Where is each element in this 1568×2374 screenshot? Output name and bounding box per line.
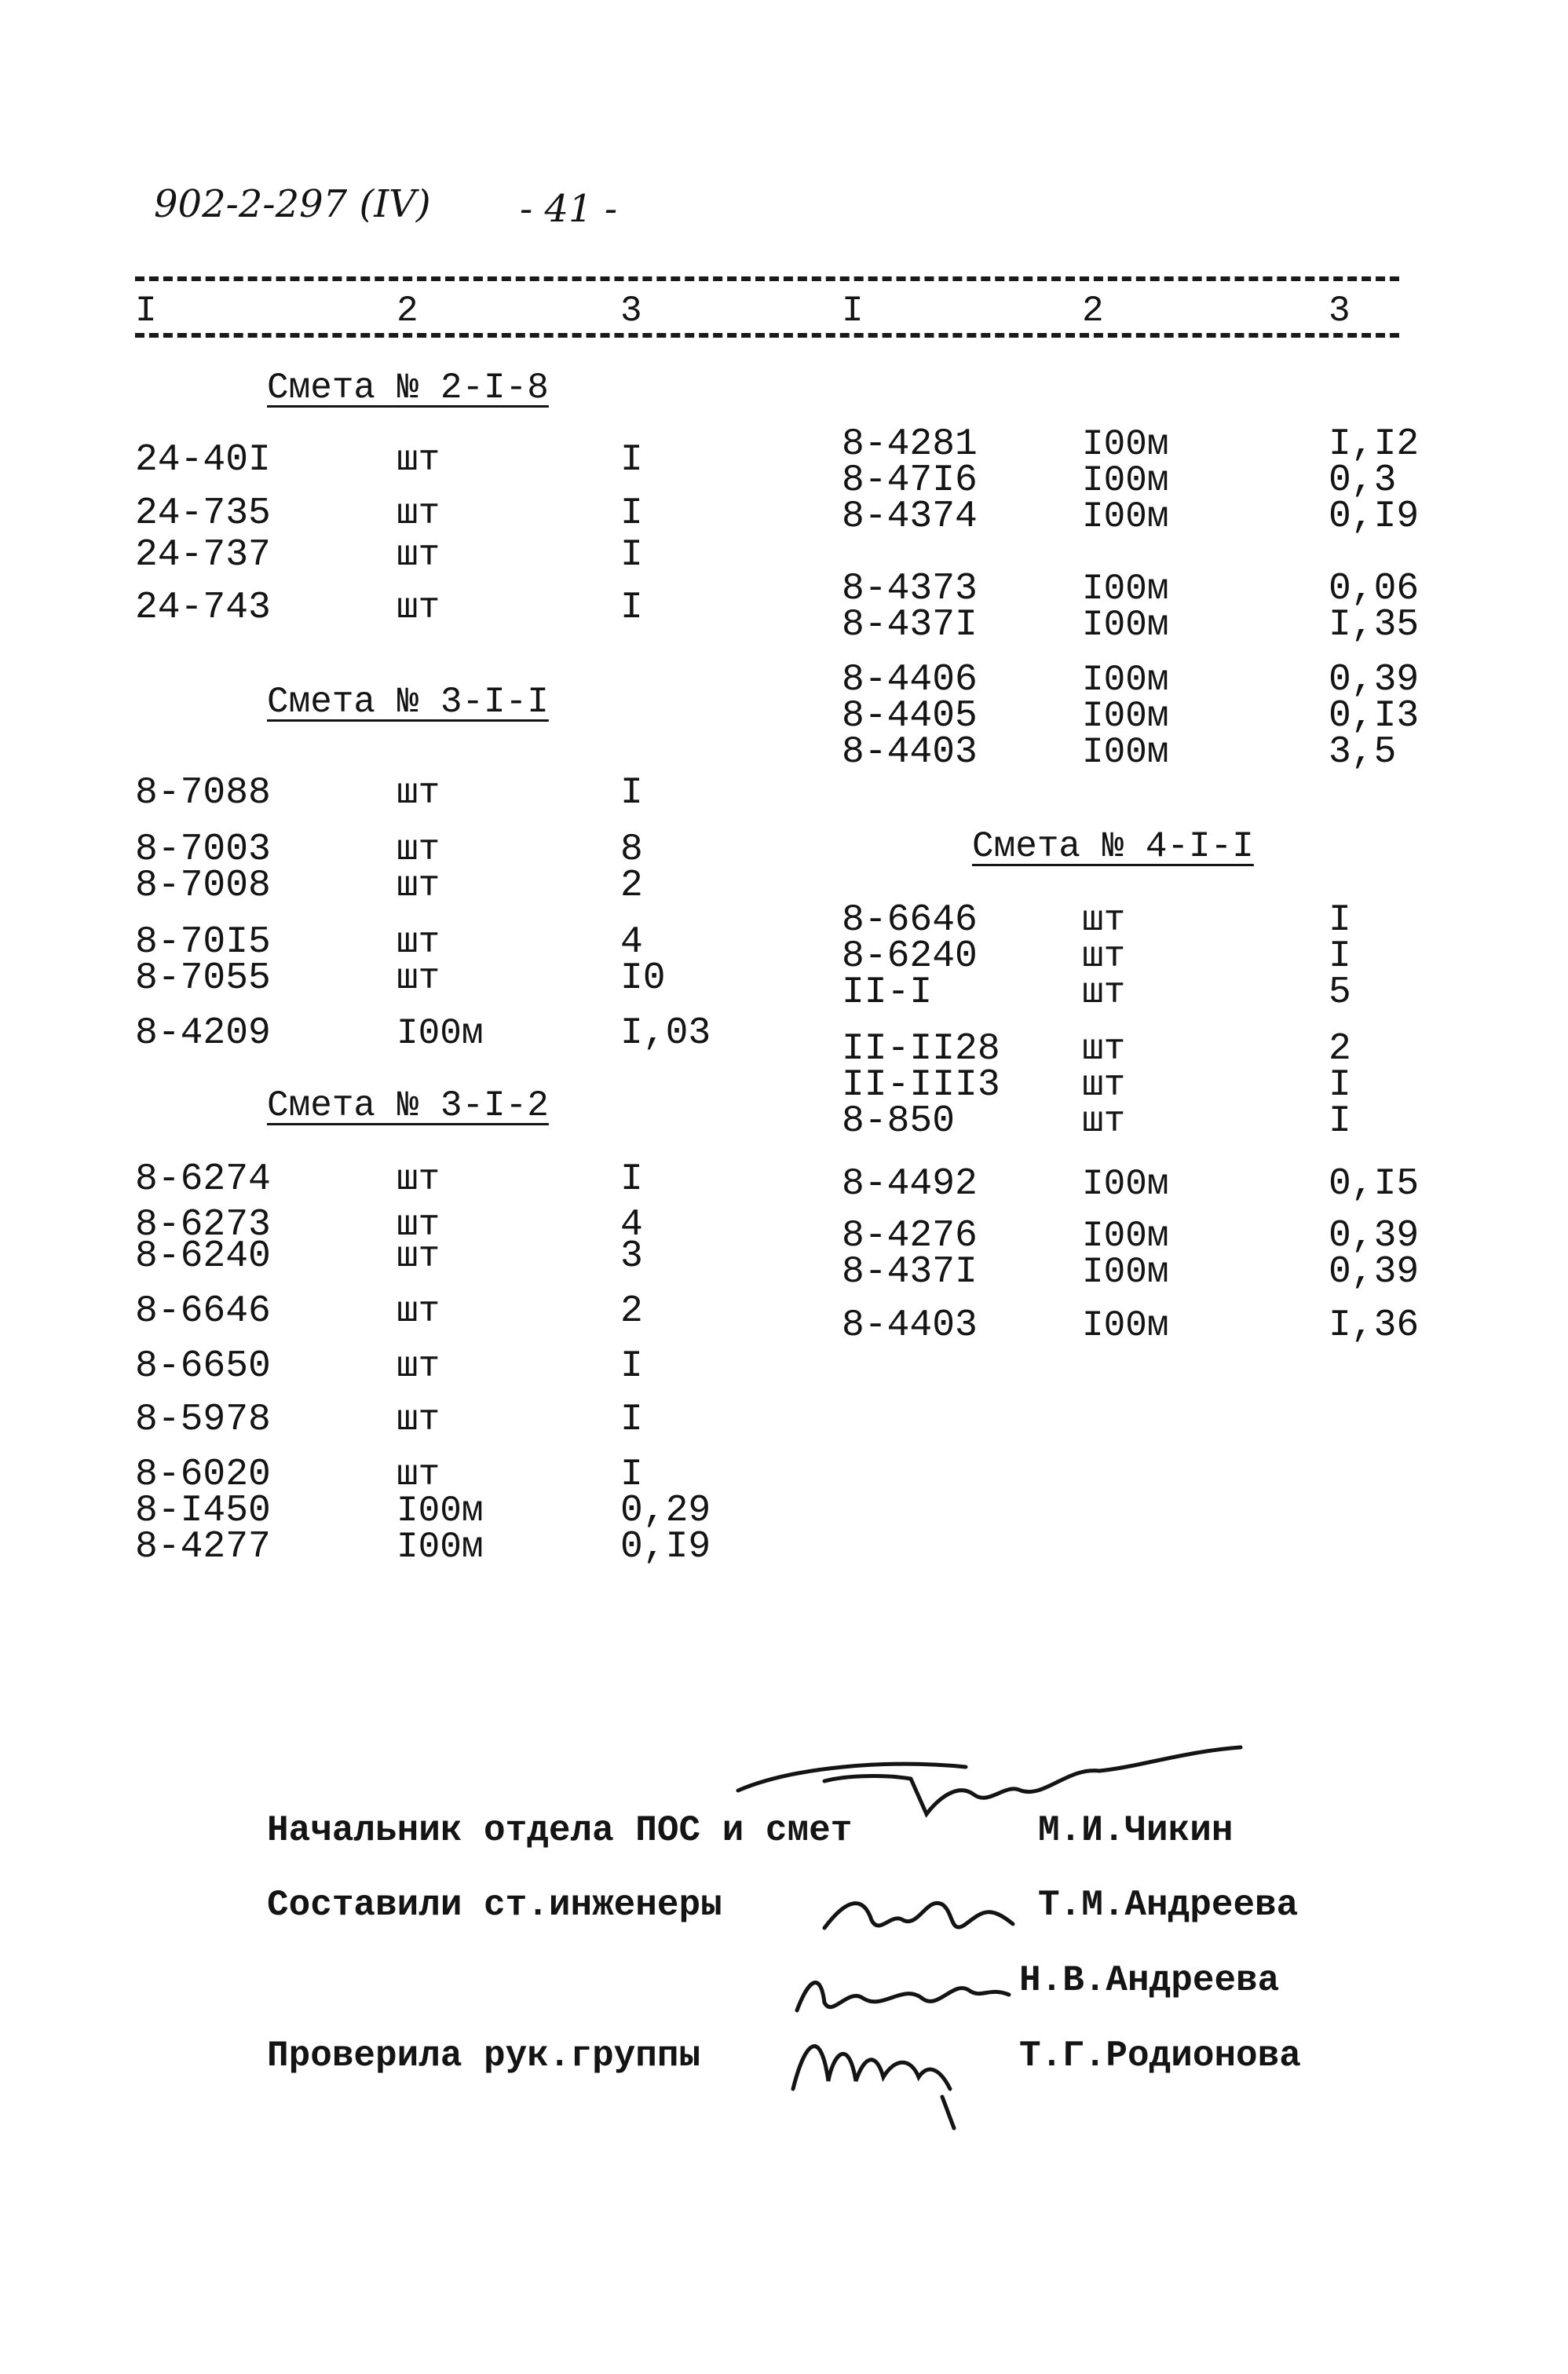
row-qty: 5 [1329,971,1351,1014]
row-unit: шт [397,922,440,963]
row-qty: I [1329,1100,1351,1143]
row-code: 24-735 [135,492,271,535]
row-unit: шт [1082,972,1126,1013]
row-code: 8-6650 [135,1345,271,1388]
row-unit: I00м [1082,496,1169,537]
row-qty: I,35 [1329,604,1420,646]
row-code: 8-6646 [842,899,978,942]
row-code: II-III3 [842,1064,1000,1107]
row-qty: 3 [620,1235,643,1278]
row-qty: I [1329,899,1351,942]
signature-role: Начальник отдела ПОС и смет [267,1810,853,1851]
page-number: - 41 - [520,187,618,231]
row-qty: 2 [620,1290,643,1333]
row-code: 8-7055 [135,957,271,1000]
row-code: II-I [842,971,933,1014]
row-code: 8-4209 [135,1012,271,1055]
row-unit: шт [1082,900,1126,941]
row-code: 8-4405 [842,695,978,737]
dashed-rule-bottom [135,333,1399,338]
row-unit: I00м [1082,605,1169,646]
row-code: 8-5978 [135,1399,271,1441]
row-qty: 4 [620,1204,643,1246]
row-qty: 0,I9 [1329,496,1420,538]
row-code: 8-4281 [842,423,978,466]
row-unit: I00м [1082,424,1169,465]
row-code: 8-4406 [842,659,978,701]
row-code: 24-40I [135,439,271,481]
signature-rodionova [785,2010,974,2136]
col-header-6: 3 [1329,291,1351,331]
row-unit: шт [397,587,440,628]
row-unit: шт [397,1159,440,1200]
row-code: 24-737 [135,534,271,576]
row-code: 8-4373 [842,568,978,610]
row-qty: I [620,1158,643,1201]
col-header-3: 3 [620,291,642,331]
row-qty: I [620,587,643,629]
row-qty: 2 [620,865,643,907]
row-code: 8-4403 [842,731,978,774]
row-code: 8-6240 [135,1235,271,1278]
row-qty: 0,29 [620,1490,711,1532]
row-qty: I [620,534,643,576]
row-unit: шт [1082,1065,1126,1106]
row-qty: 3,5 [1329,731,1397,774]
row-code: 8-4374 [842,496,978,538]
row-code: 8-850 [842,1100,956,1143]
section-title: Смета № 2-I-8 [267,368,549,408]
col-header-2: 2 [397,291,418,331]
row-qty: I,I2 [1329,423,1420,466]
signature-role: Проверила рук.группы [267,2036,701,2076]
signature-name: Н.В.Андреева [1019,1960,1280,2001]
row-qty: I0 [620,957,666,1000]
signature-name: М.И.Чикин [1038,1810,1234,1851]
col-header-5: 2 [1082,291,1104,331]
row-qty: 0,3 [1329,459,1397,502]
row-unit: шт [397,1291,440,1332]
row-unit: I00м [397,1491,484,1531]
row-unit: I00м [1082,732,1169,773]
row-qty: I [620,1454,643,1496]
row-code: 8-70I5 [135,921,271,964]
row-qty: I [620,1399,643,1441]
row-code: 8-I450 [135,1490,271,1532]
signature-andreeva-tm [817,1881,1021,1952]
signature-name: Т.Г.Родионова [1019,2036,1301,2076]
row-unit: шт [397,1205,440,1246]
row-qty: I,03 [620,1012,711,1055]
row-unit: I00м [1082,1216,1169,1257]
row-code: II-II28 [842,1028,1000,1070]
row-qty: I [1329,1064,1351,1107]
row-code: 8-4277 [135,1526,271,1568]
row-unit: шт [397,535,440,576]
row-code: 8-7008 [135,865,271,907]
row-code: 8-7088 [135,772,271,814]
row-unit: шт [397,1346,440,1387]
row-unit: I00м [1082,1305,1169,1346]
row-qty: 0,39 [1329,1215,1420,1257]
section-title: Смета № 3-I-I [267,682,549,722]
row-unit: шт [397,1236,440,1277]
row-unit: I00м [1082,1164,1169,1205]
row-code: 8-6240 [842,935,978,978]
col-header-1: I [135,291,157,331]
row-code: 8-6273 [135,1204,271,1246]
row-code: 8-6646 [135,1290,271,1333]
row-unit: I00м [397,1527,484,1567]
row-qty: I [1329,935,1351,978]
row-qty: 0,I5 [1329,1163,1420,1205]
row-unit: I00м [1082,1252,1169,1293]
row-unit: I00м [1082,660,1169,700]
row-code: 8-437I [842,1251,978,1293]
row-qty: 0,39 [1329,659,1420,701]
row-unit: шт [397,865,440,906]
row-qty: 0,I9 [620,1526,711,1568]
section-title: Смета № 3-I-2 [267,1085,549,1126]
row-unit: шт [397,829,440,870]
row-code: 8-437I [842,604,978,646]
row-unit: шт [1082,1029,1126,1070]
row-code: 8-4403 [842,1304,978,1347]
row-unit: I00м [397,1013,484,1054]
row-code: 8-47I6 [842,459,978,502]
row-qty: I [620,439,643,481]
row-qty: 0,I3 [1329,695,1420,737]
row-unit: шт [397,493,440,534]
row-unit: шт [397,958,440,999]
row-code: 8-7003 [135,829,271,871]
signature-name: Т.М.Андреева [1038,1885,1299,1926]
row-qty: 8 [620,829,643,871]
section-title: Смета № 4-I-I [972,826,1254,867]
row-unit: I00м [1082,569,1169,609]
row-unit: I00м [1082,460,1169,501]
row-qty: 2 [1329,1028,1351,1070]
row-unit: I00м [1082,696,1169,737]
row-code: 8-4492 [842,1163,978,1205]
row-qty: 4 [620,921,643,964]
row-code: 8-6274 [135,1158,271,1201]
signature-role: Составили ст.инженеры [267,1885,722,1926]
row-unit: шт [397,1399,440,1440]
row-qty: I [620,492,643,535]
row-qty: I [620,1345,643,1388]
dashed-rule-top [135,276,1399,281]
row-code: 8-4276 [842,1215,978,1257]
row-unit: шт [397,440,440,481]
row-unit: шт [397,773,440,814]
row-qty: 0,06 [1329,568,1420,610]
row-code: 24-743 [135,587,271,629]
row-unit: шт [1082,936,1126,977]
document-number: 902-2-297 (IV) [154,182,431,226]
row-unit: шт [1082,1101,1126,1142]
row-qty: 0,39 [1329,1251,1420,1293]
row-code: 8-6020 [135,1454,271,1496]
row-qty: I,36 [1329,1304,1420,1347]
row-unit: шт [397,1454,440,1495]
row-qty: I [620,772,643,814]
col-header-4: I [842,291,864,331]
